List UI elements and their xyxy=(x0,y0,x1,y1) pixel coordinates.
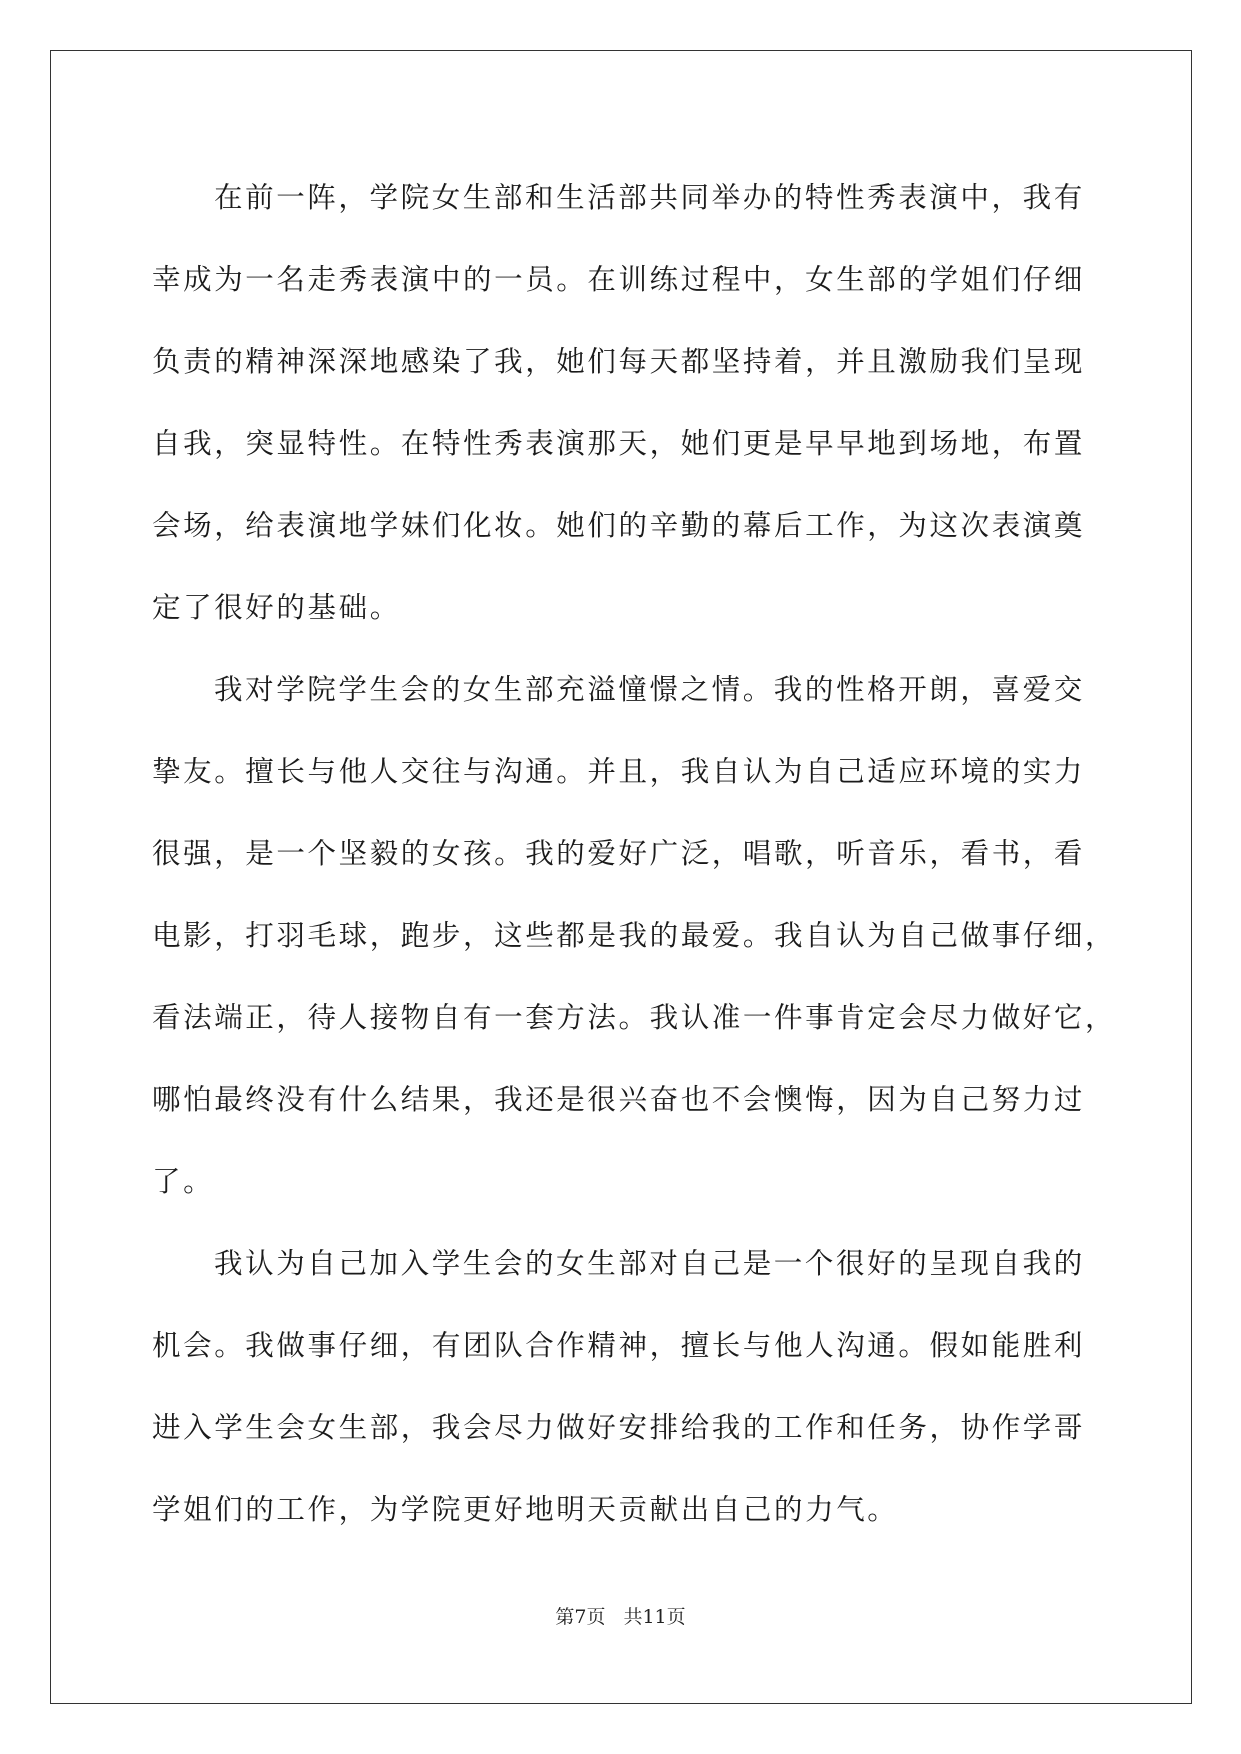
paragraph-line: 进入学生会女生部，我会尽力做好安排给我的工作和任务，协作学哥 xyxy=(152,1411,1086,1444)
paragraph-1 xyxy=(152,157,1092,649)
paragraph-line: 学姐们的工作，为学院更好地明天贡献出自己的力气。 xyxy=(152,1493,899,1526)
paragraph-line: 很强，是一个坚毅的女孩。我的爱好广泛，唱歌，听音乐，看书，看 xyxy=(152,837,1086,870)
paragraph-line: 在前一阵，学院女生部和生活部共同举办的特性秀表演中，我有 xyxy=(214,181,1085,214)
paragraph-line: 会场，给表演地学妹们化妆。她们的辛勤的幕后工作，为这次表演奠 xyxy=(152,509,1086,542)
paragraph-line: 定了很好的基础。 xyxy=(152,591,401,624)
paragraph-line: 哪怕最终没有什么结果，我还是很兴奋也不会懊悔，因为自己努力过 xyxy=(152,1083,1086,1116)
paragraph-line: 我对学院学生会的女生部充溢憧憬之情。我的性格开朗，喜爱交 xyxy=(214,673,1085,706)
page-number: 第7页 xyxy=(555,1606,606,1628)
paragraph-line: 电影，打羽毛球，跑步，这些都是我的最爱。我自认为自己做事仔细， xyxy=(152,919,1117,952)
paragraph-2 xyxy=(152,649,1117,1223)
page-footer xyxy=(0,1602,1241,1629)
paragraph-line: 负责的精神深深地感染了我，她们每天都坚持着，并且激励我们呈现 xyxy=(152,345,1086,378)
paragraph-line: 幸成为一名走秀表演中的一员。在训练过程中，女生部的学姐们仔细 xyxy=(152,263,1086,296)
paragraph-line: 我认为自己加入学生会的女生部对自己是一个很好的呈现自我的 xyxy=(214,1247,1085,1280)
paragraph-line: 机会。我做事仔细，有团队合作精神，擅长与他人沟通。假如能胜利 xyxy=(152,1329,1086,1362)
paragraph-line: 了。 xyxy=(152,1165,215,1198)
paragraph-line: 自我，突显特性。在特性秀表演那天，她们更是早早地到场地，布置 xyxy=(152,427,1086,460)
document-body xyxy=(152,157,1117,1551)
paragraph-line: 挚友。擅长与他人交往与沟通。并且，我自认为自己适应环境的实力 xyxy=(152,755,1086,788)
paragraph-line: 看法端正，待人接物自有一套方法。我认准一件事肯定会尽力做好它， xyxy=(152,1001,1117,1034)
paragraph-3 xyxy=(152,1223,1092,1551)
page-total: 共11页 xyxy=(623,1606,686,1628)
